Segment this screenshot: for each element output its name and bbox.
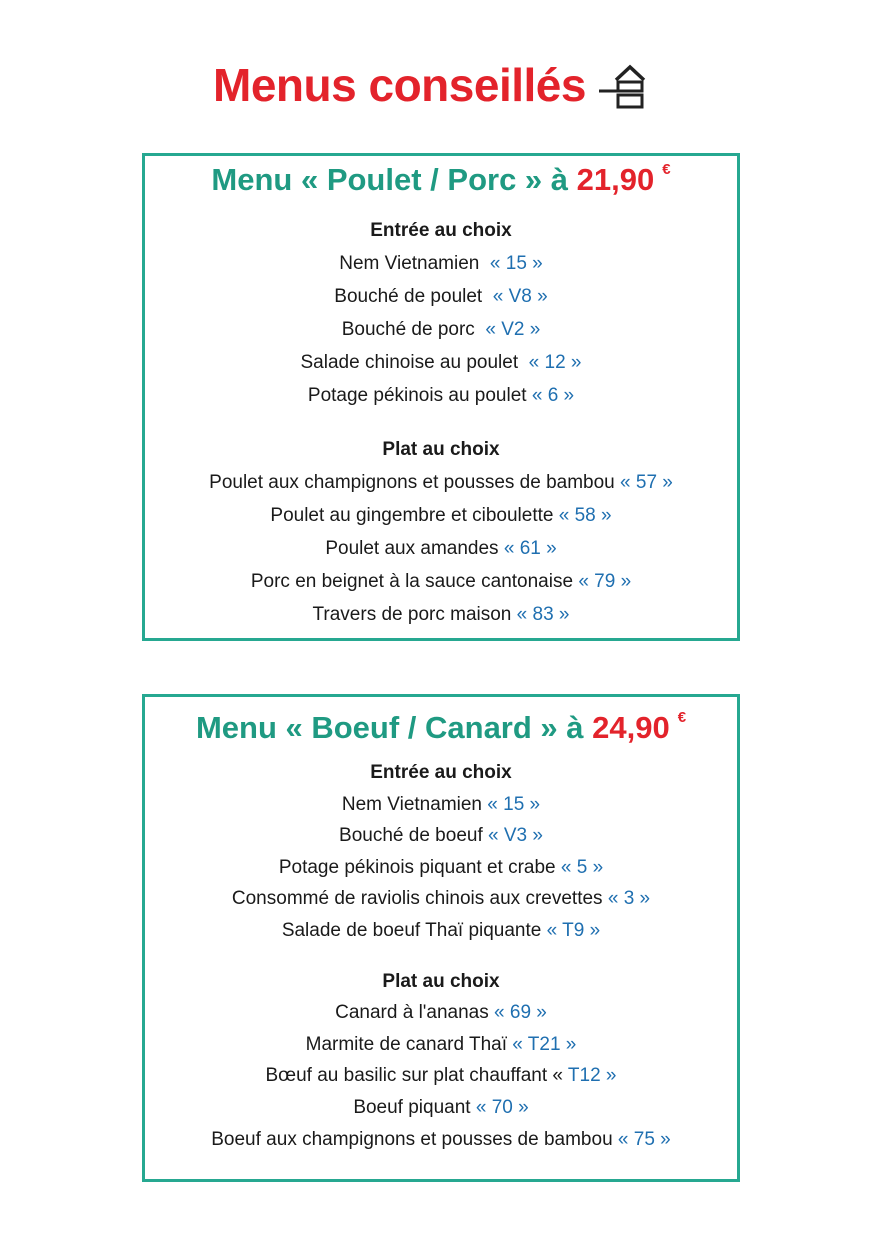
menu-item [145,1060,737,1092]
item-ref: « 15 » [489,253,543,274]
item-ref: « 75 » [617,1128,671,1150]
house-logo-icon [598,61,654,109]
menu-item [145,789,737,821]
menu-item [145,598,737,631]
item-ref: « V8 » [492,286,548,307]
item-ref: « 70 » [475,1096,529,1118]
menu-item [145,313,737,346]
item-ref: « 5 » [560,856,604,878]
item-ref: « 69 » [494,1002,547,1024]
page-title: Menus conseillés [213,59,586,111]
section-heading-plat: Plat au choix [382,439,500,460]
page-header [0,58,875,112]
item-name: Marmite de canard Thaï [305,1033,507,1055]
menu-item [145,915,737,947]
item-ref: « 12 » [528,352,582,373]
item-ref: « T9 » [546,919,601,941]
item-ref: T12 » [567,1065,617,1087]
item-name: Potage pékinois au poulet [307,385,527,406]
item-ref: « 6 » [531,385,575,406]
item-name: Poulet aux amandes [325,538,499,559]
item-name: Poulet aux champignons et pousses de bambou [209,472,615,493]
section-heading-entree: Entrée au choix [370,220,512,241]
item-name: Salade chinoise au poulet [300,352,519,373]
menu-item [145,565,737,598]
item-name: Nem Vietnamien [339,253,480,274]
menu-item [145,247,737,280]
menu-item [145,997,737,1029]
menu-card-poulet-porc [142,153,740,641]
item-name: Bouché de porc [341,319,475,340]
currency-symbol: € [662,161,671,178]
menu-title-text: Menu « Poulet / Porc » à [211,162,569,197]
item-name: Potage pékinois piquant et crabe [278,856,556,878]
item-ref: « 83 » [516,604,570,625]
item-name: Boeuf piquant [353,1096,471,1118]
item-ref: « 79 » [578,571,632,592]
menu-item [145,466,737,499]
section-heading-entree: Entrée au choix [370,762,512,783]
item-name: Bouché de boeuf [339,825,483,847]
menu-title-text: Menu « Boeuf / Canard » à [195,710,584,745]
item-name: Consommé de raviolis chinois aux crevettes [231,888,603,910]
menu-title [145,709,737,745]
item-name: Travers de porc maison [312,604,512,625]
menu-item [145,499,737,532]
item-ref: « 3 » [607,888,651,910]
menu-item [145,852,737,884]
item-name: Poulet au gingembre et ciboulette [270,505,554,526]
menu-item [145,280,737,313]
menu-item [145,532,737,565]
item-name: Porc en beignet à la sauce cantonaise [250,571,574,592]
section-heading-plat: Plat au choix [382,970,500,992]
item-name: Bœuf au basilic sur plat chauffant « [265,1065,563,1087]
currency-symbol: € [677,709,687,726]
menu-item [145,1124,737,1156]
item-ref: « 15 » [487,793,541,815]
item-ref: « 58 » [558,505,612,526]
menu-price: 21,90 [576,162,655,197]
menu-card-boeuf-canard [142,694,740,1182]
menu-item [145,820,737,852]
menu-item [145,346,737,379]
item-ref: « V3 » [488,825,543,847]
item-name: Canard à l'ananas [335,1002,489,1024]
item-ref: « 61 » [503,538,557,559]
menu-price: 24,90 [592,710,670,745]
item-name: Nem Vietnamien [341,793,482,815]
menu-item [145,379,737,412]
item-ref: « V2 » [485,319,541,340]
menu-item [145,1092,737,1124]
item-name: Salade de boeuf Thaï piquante [281,919,542,941]
item-name: Boeuf aux champignons et pousses de bambou [211,1128,613,1150]
menu-item [145,1029,737,1061]
item-ref: « T21 » [512,1033,577,1055]
menu-title [145,161,737,197]
item-name: Bouché de poulet [334,286,483,307]
menu-item [145,883,737,915]
item-ref: « 57 » [620,472,673,493]
